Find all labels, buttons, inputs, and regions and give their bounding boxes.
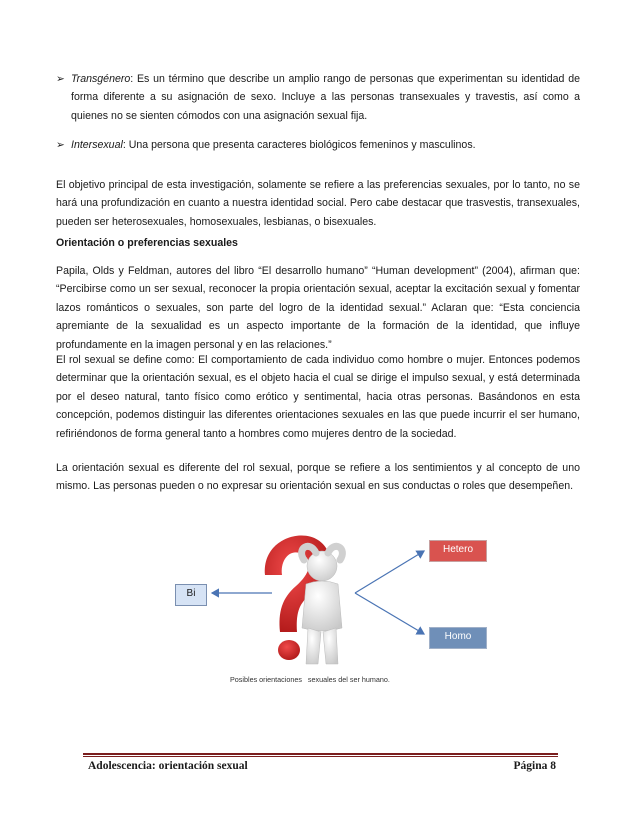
page-number: Página 8: [513, 760, 556, 772]
footer-rule: [83, 753, 558, 755]
bullet-arrow-icon: ➢: [56, 139, 65, 151]
hetero-label-box: Hetero: [429, 540, 487, 562]
paragraph-diferente: La orientación sexual es diferente del rol sexual, porque se refiere a los sentimientos y al concepto de uno mismo. Las personas pueden o no expresar su orientación sexual en sus conductas o roles que desempeñen.: [56, 462, 580, 493]
paragraph-rol-sexual: El rol sexual se define como: El comportamiento de cada individuo como hombre o mujer. Entonces podemos determinar que la orientación sexual, es el objeto hacia el cual se dirige el impulso sexual, y está determinada por el deseo natural, tanto físico como erótico y sentimental, hacia otras personas. Basándonos en esta concepción, podemos distinguir las diferentes orientaciones sexuales en las que puede incurrir el ser humano, refiriéndonos de forma general tanto a hombres como mujeres dentro de la sociedad.: [56, 354, 580, 440]
arrow-to-homo: [355, 593, 424, 634]
thinking-person-icon: [302, 546, 343, 664]
paragraph-papila: Papila, Olds y Feldman, autores del libro “El desarrollo humano” “Human development” (2004), afirman que: “Percibirse como un ser sexual, reconocer la propia orientación sexual, aceptar la excitación sexual y fomentar lazos románticos o sexuales, son parte del logro de la identidad sexual.” Aclaran que: “Esta conciencia apremiante de la sexualidad es un aspecto importante de la formación de la identidad, que influye profundamente en la imagen personal y en las relaciones.”: [56, 265, 580, 351]
footer-title: Adolescencia: orientación sexual: [88, 760, 248, 772]
figure-caption: Posibles orientaciones sexuales del ser humano.: [230, 675, 390, 684]
term-intersexual: Intersexual: [71, 139, 123, 151]
section-heading: Orientación o preferencias sexuales: [56, 237, 238, 249]
bi-label-box: Bi: [175, 584, 207, 606]
term-transgenero: Transgénero: [71, 73, 131, 85]
paragraph-objective: El objetivo principal de esta investigación, solamente se refiere a las preferencias sexuales, por lo tanto, no se hará una profundización en cuanto a nuestra identidad social. Pero cabe destacar que trasvestis, transexuales, pueden ser heterosexuales, homosexuales, lesbianas, o bisexuales.: [56, 179, 580, 228]
bullet-intersexual-text: : Una persona que presenta caracteres biológicos femeninos y masculinos.: [122, 139, 476, 151]
footer-rule-thin: [83, 756, 558, 757]
bullet-transgenero-text: : Es un término que describe un amplio rango de personas que experimentan su identidad de forma diferente a su asignación de sexo. Incluye a las personas transexuales y travestis, así como a quienes no se sienten cómodos con una asignación sexual fija.: [71, 73, 580, 122]
homo-label-box: Homo: [429, 627, 487, 649]
bullet-arrow-icon: ➢: [56, 73, 65, 85]
arrow-to-hetero: [355, 551, 424, 593]
